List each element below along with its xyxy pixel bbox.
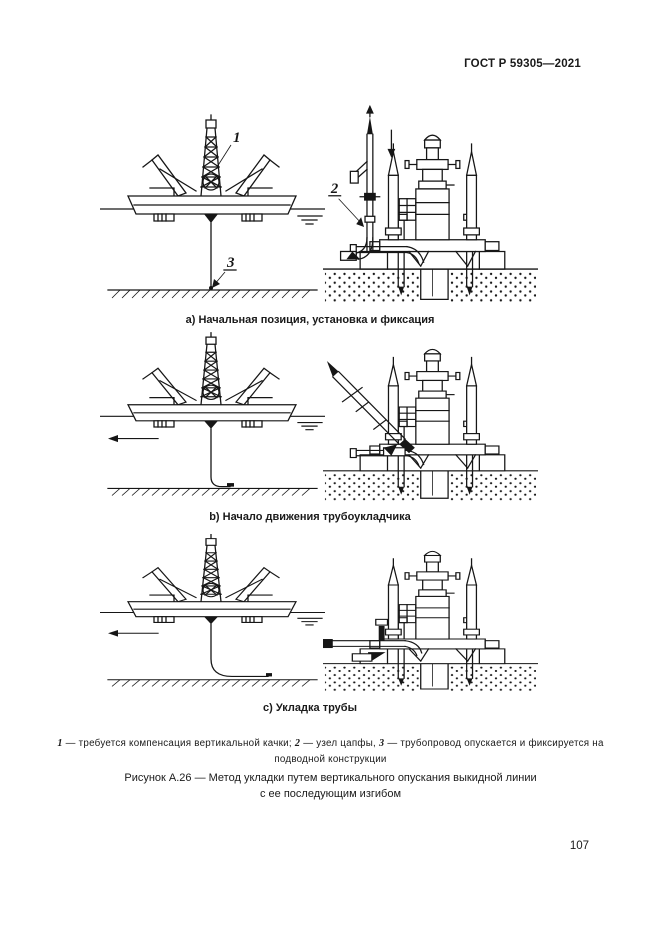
seabed — [108, 290, 317, 298]
seabed — [323, 471, 538, 501]
riser-pipe — [209, 223, 213, 290]
panel-a-subsea-drawing — [323, 103, 538, 312]
figure-caption-line1: Рисунок А.26 — Метод укладки путем вертикального опускания выкидной линии — [124, 772, 537, 784]
panel-c-caption: c) Укладка трубы — [263, 702, 357, 714]
seabed — [323, 664, 538, 692]
panel-b-subsea-drawing — [323, 322, 538, 508]
vessel — [128, 333, 296, 429]
label-3 — [212, 255, 236, 288]
page-number: 107 — [569, 840, 589, 852]
seabed — [108, 680, 317, 687]
riser-pipe — [211, 429, 234, 487]
panel-b-vessel-drawing — [100, 330, 325, 508]
seabed — [108, 488, 317, 495]
panel-a-vessel-drawing — [100, 112, 325, 312]
panel-a-caption: a) Начальная позиция, установка и фиксация — [185, 314, 435, 326]
trunnion-label: 2 — [330, 180, 339, 197]
label-1 — [217, 130, 241, 167]
figure-footnote — [40, 736, 621, 767]
riser-pipe — [341, 105, 380, 260]
footnote-item: 3 — трубопровод опускается и фиксируется на подводной конструкции — [274, 738, 604, 765]
panel-c-vessel-drawing — [100, 532, 325, 698]
derrick-label: 1 — [233, 130, 241, 146]
vessel — [128, 115, 296, 223]
movement-arrow — [108, 435, 158, 442]
panel-c-subsea-drawing — [323, 526, 538, 698]
pipeline-label: 3 — [227, 255, 235, 271]
movement-arrow — [108, 630, 158, 637]
figure-caption — [20, 771, 641, 803]
footnote-ref-number: 1 — [57, 738, 63, 749]
footnote-ref-number: 2 — [294, 738, 301, 749]
page-header: ГОСТ Р 59305—2021 — [464, 58, 581, 70]
footnote-ref-number: 3 — [378, 738, 385, 749]
footnote-item: 2 — узел цапфы, — [294, 738, 376, 749]
riser-pipe — [211, 624, 272, 676]
footnote-item: 1 — требуется компенсация вертикальной качки; — [57, 738, 292, 749]
vessel — [128, 534, 296, 624]
seabed — [323, 269, 538, 302]
label-2 — [329, 181, 364, 227]
figure-caption-line2: с ее последующим изгибом — [259, 787, 402, 800]
panel-b-caption: b) Начало движения трубоукладчика — [209, 511, 411, 523]
riser-pipe — [327, 361, 415, 456]
